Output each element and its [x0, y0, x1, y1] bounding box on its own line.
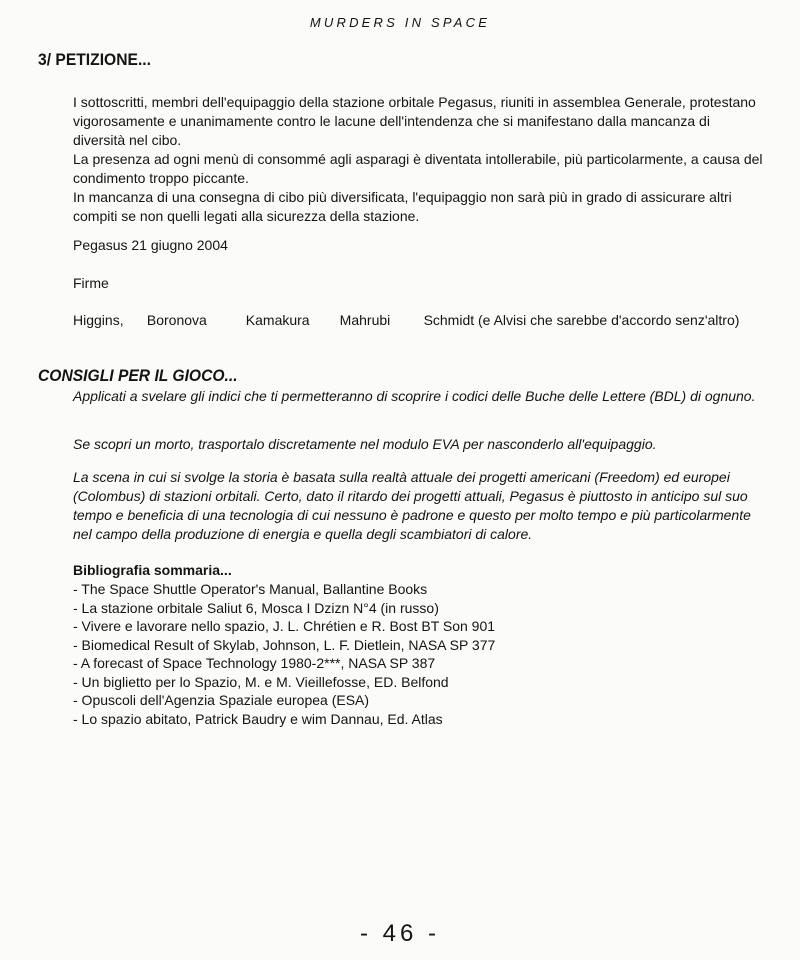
- petition-paragraph: I sottoscritti, membri dell'equipaggio della stazione orbitale Pegasus, riuniti in assemblea Generale, protestano vigorosamente e unanimamente contro le lacune dell'intendenza che si manifestano dalla mancanza di diversità nel cibo.: [73, 94, 756, 148]
- tips-heading: CONSIGLI PER IL GIOCO...: [38, 366, 238, 385]
- signer-name: Kamakura: [245, 312, 310, 328]
- petition-paragraph: In mancanza di una consegna di cibo più diversificata, l'equipaggio non sarà più in grado di assicurare altri compiti se non quelli legati alla sicurezza della stazione.: [73, 189, 732, 224]
- petition-body: [73, 93, 763, 226]
- bibliography-item: - La stazione orbitale Saliut 6, Mosca I Dzizn N°4 (in russo): [73, 599, 439, 616]
- bibliography-item: - A forecast of Space Technology 1980-2***, NASA SP 387: [73, 655, 436, 671]
- bibliography-list: [73, 580, 495, 728]
- tips-paragraph: Applicati a svelare gli indici che ti permetteranno di scoprire i codici delle Buche delle Lettere (BDL) di ognuno.: [73, 388, 756, 404]
- signer-name: Schmidt (e Alvisi che sarebbe d'accordo senz'altro): [423, 312, 740, 328]
- bibliography-item: - The Space Shuttle Operator's Manual, Ballantine Books: [73, 581, 428, 597]
- bibliography-item: - Opuscoli dell'Agenzia Spaziale europea (ESA): [73, 692, 370, 708]
- running-header: MURDERS IN SPACE: [309, 15, 491, 30]
- petition-paragraph: La presenza ad ogni menù di consommé agli asparagi è diventata intollerabile, più particolarmente, a causa del condimento troppo piccante.: [73, 151, 763, 186]
- signatures-label: Firme: [73, 275, 109, 291]
- page-number: - 46 -: [359, 920, 440, 947]
- petition-date: Pegasus 21 giugno 2004: [73, 237, 228, 253]
- bibliography-title: Bibliografia sommaria...: [73, 562, 232, 578]
- bibliography-item: - Vivere e lavorare nello spazio, J. L. Chrétien e R. Bost BT Son 901: [73, 618, 496, 634]
- tips-paragraph: Se scopri un morto, trasportalo discretamente nel modulo EVA per nasconderlo all'equipaggio.: [73, 436, 657, 452]
- bibliography-item: - Lo spazio abitato, Patrick Baudry e wim Dannau, Ed. Atlas: [73, 710, 443, 727]
- signer-name: Higgins,: [73, 312, 124, 328]
- tips-paragraph: La scena in cui si svolge la storia è basata sulla realtà attuale dei progetti americani (Freedom) ed europei (Colombus) di stazioni orbitali. Certo, dato il ritardo dei progetti attuali, Pegasus è piuttosto in anticipo sul suo tempo e beneficia di una tecnologia di cui nessuno è padrone e questo per molto tempo e più particolarmente nel campo della produzione di energia e quella degli scambiatori di calore.: [73, 469, 751, 542]
- signer-name: Mahrubi: [339, 312, 391, 328]
- petition-heading: 3/ PETIZIONE...: [38, 50, 151, 69]
- bibliography-item: - Un biglietto per lo Spazio, M. e M. Vieillefosse, ED. Belfond: [73, 673, 449, 690]
- signers-line: [73, 312, 739, 328]
- bibliography-item: - Biomedical Result of Skylab, Johnson, L. F. Dietlein, NASA SP 377: [73, 636, 496, 653]
- signer-name: Boronova: [146, 312, 207, 328]
